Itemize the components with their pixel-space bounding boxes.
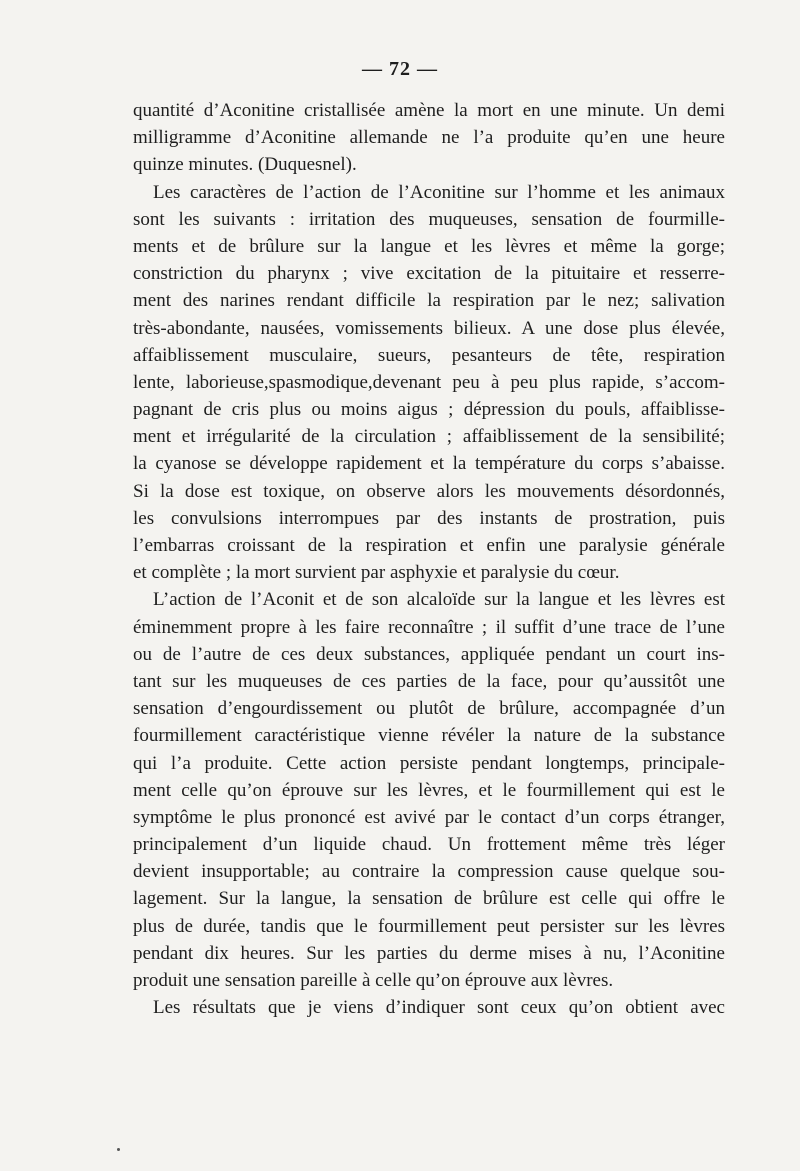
text-line: sensation d’engourdissement ou plutôt de brûlure, accompagnée d’un xyxy=(133,698,725,720)
body-text xyxy=(133,97,725,1021)
text-line: fourmillement caractéristique vienne révéler la nature de la substance xyxy=(133,725,725,747)
text-line: et complète ; la mort survient par asphyxie et paralysie du cœur. xyxy=(133,562,620,584)
text-line: tant sur les muqueuses de ces parties de la face, pour qu’aussitôt une xyxy=(133,670,725,692)
text-line: ou de l’autre de ces deux substances, appliquée pendant un court ins- xyxy=(133,643,725,665)
text-line: Les caractères de l’action de l’Aconitine sur l’homme et les animaux xyxy=(153,181,725,203)
text-line: éminemment propre à les faire reconnaître ; il suffit d’une trace de l’une xyxy=(133,616,725,638)
text-line: Si la dose est toxique, on observe alors les mouvements désordonnés, xyxy=(133,480,725,502)
text-line: milligramme d’Aconitine allemande ne l’a produite qu’en une heure xyxy=(133,127,725,149)
text-line: l’embarras croissant de la respiration et enfin une paralysie générale xyxy=(133,535,725,556)
page-number: — 72 — xyxy=(362,58,438,80)
text-line: plus de durée, tandis que le fourmillement peut persister sur les lèvres xyxy=(133,915,725,937)
text-line: constriction du pharynx ; vive excitation de la pituitaire et resserre- xyxy=(133,263,725,285)
text-line: pendant dix heures. Sur les parties du derme mises à nu, l’Aconitine xyxy=(133,942,725,964)
text-line: L’action de l’Aconit et de son alcaloïde sur la langue et les lèvres est xyxy=(153,589,725,611)
text-line: ment des narines rendant difficile la respiration par le nez; salivation xyxy=(133,290,725,312)
text-line: ments et de brûlure sur la langue et les lèvres et même la gorge; xyxy=(133,235,725,257)
text-line: lagement. Sur la langue, la sensation de brûlure est celle qui offre le xyxy=(133,888,725,910)
text-line: ment celle qu’on éprouve sur les lèvres, et le fourmillement qui est le xyxy=(133,779,725,801)
text-line: devient insupportable; au contraire la compression cause quelque sou- xyxy=(133,861,725,883)
text-line: Les résultats que je viens d’indiquer sont ceux qu’on obtient avec xyxy=(153,997,725,1019)
text-line: symptôme le plus prononcé est avivé par le contact d’un corps étranger, xyxy=(133,806,725,828)
text-line: lente, laborieuse,spasmodique,devenant peu à peu plus rapide, s’accom- xyxy=(133,371,725,393)
text-line: pagnant de cris plus ou moins aigus ; dépression du pouls, affaiblisse- xyxy=(133,399,725,421)
text-line: ment et irrégularité de la circulation ; affaiblissement de la sensibilité; xyxy=(133,426,725,448)
text-line: quinze minutes. (Duquesnel). xyxy=(133,154,357,176)
text-line: sont les suivants : irritation des muqueuses, sensation de fourmille- xyxy=(133,208,725,230)
paper-speck xyxy=(117,1148,120,1151)
text-line: affaiblissement musculaire, sueurs, pesanteurs de tête, respiration xyxy=(133,344,725,366)
text-line: très-abondante, nausées, vomissements bilieux. A une dose plus élevée, xyxy=(133,317,725,339)
text-line: les convulsions interrompues par des instants de prostration, puis xyxy=(133,507,725,529)
text-line: la cyanose se développe rapidement et la température du corps s’abaisse. xyxy=(133,453,725,475)
text-line: principalement d’un liquide chaud. Un frottement même très léger xyxy=(133,834,725,856)
text-line: quantité d’Aconitine cristallisée amène la mort en une minute. Un demi xyxy=(133,100,725,121)
text-line: qui l’a produite. Cette action persiste pendant longtemps, principale- xyxy=(133,752,725,774)
text-line: produit une sensation pareille à celle qu’on éprouve aux lèvres. xyxy=(133,970,614,991)
